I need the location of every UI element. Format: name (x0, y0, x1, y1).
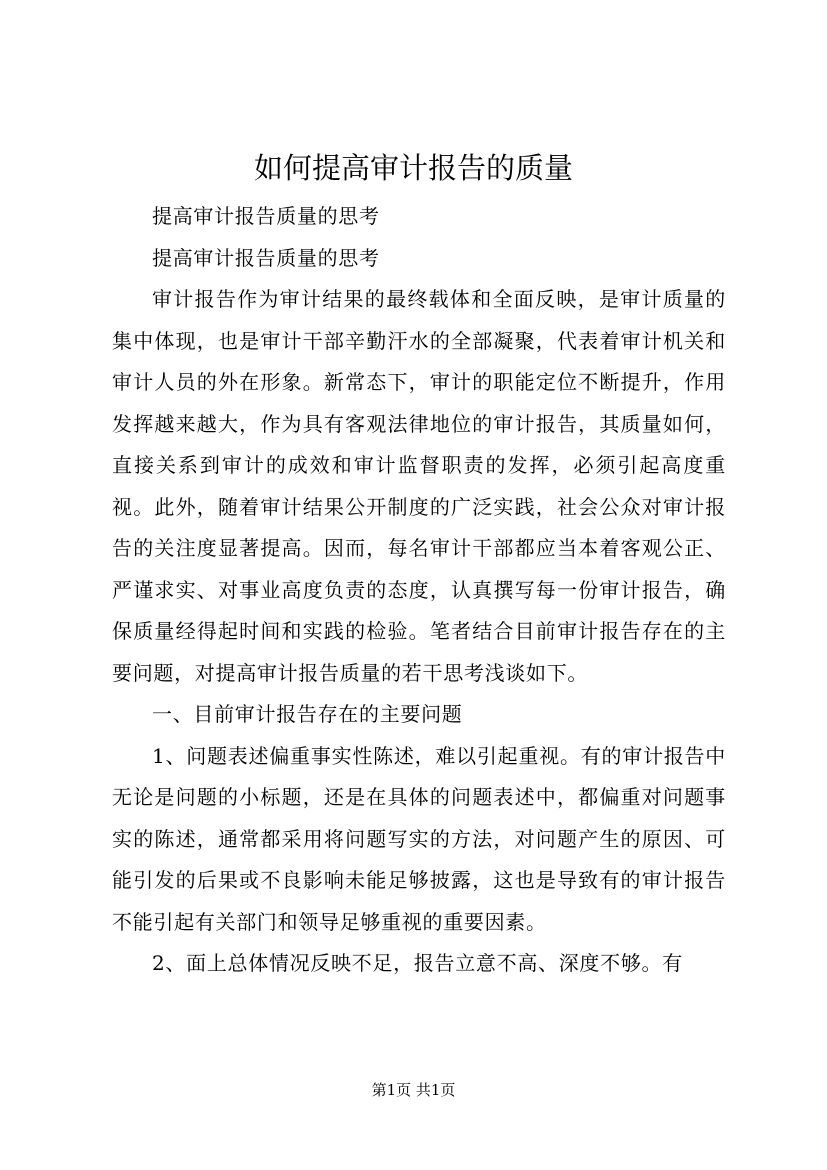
page-footer: 第1页 共1页 (371, 1081, 456, 1099)
body-paragraph: 1、问题表述偏重事实性陈述，难以引起重视。有的审计报告中无论是问题的小标题，还是在具体的问题表述中，都偏重对问题事实的陈述，通常都采用将问题写实的方法，对问题产生的原因、可能引发的后果或不良影响未能足够披露，这也是导致有的审计报告不能引起有关部门和领导足够重视的重要因素。 (112, 743, 726, 934)
subtitle-line: 提高审计报告质量的思考 (152, 204, 380, 228)
document-body (112, 196, 726, 985)
body-paragraph: 审计报告作为审计结果的最终载体和全面反映，是审计质量的集中体现，也是审计干部辛勤汗水的全部凝聚，代表着审计机关和审计人员的外在形象。新常态下，审计的职能定位不断提升，作用发挥越来越大，作为具有客观法律地位的审计报告，其质量如何，直接关系到审计的成效和审计监督职责的发挥，必须引起高度重视。此外，随着审计结果公开制度的广泛实践，社会公众对审计报告的关注度显著提高。因而，每名审计干部都应当本着客观公正、严谨求实、对事业高度负责的态度，认真撰写每一份审计报告，确保质量经得起时间和实践的检验。笔者结合目前审计报告存在的主要问题，对提高审计报告质量的若干思考浅谈如下。 (112, 287, 726, 685)
subtitle-line: 提高审计报告质量的思考 (152, 245, 380, 270)
body-paragraph: 2、面上总体情况反映不足，报告立意不高、深度不够。有 (152, 951, 683, 975)
section-heading: 一、目前审计报告存在的主要问题 (152, 702, 463, 726)
document-title: 如何提高审计报告的质量 (253, 151, 573, 185)
